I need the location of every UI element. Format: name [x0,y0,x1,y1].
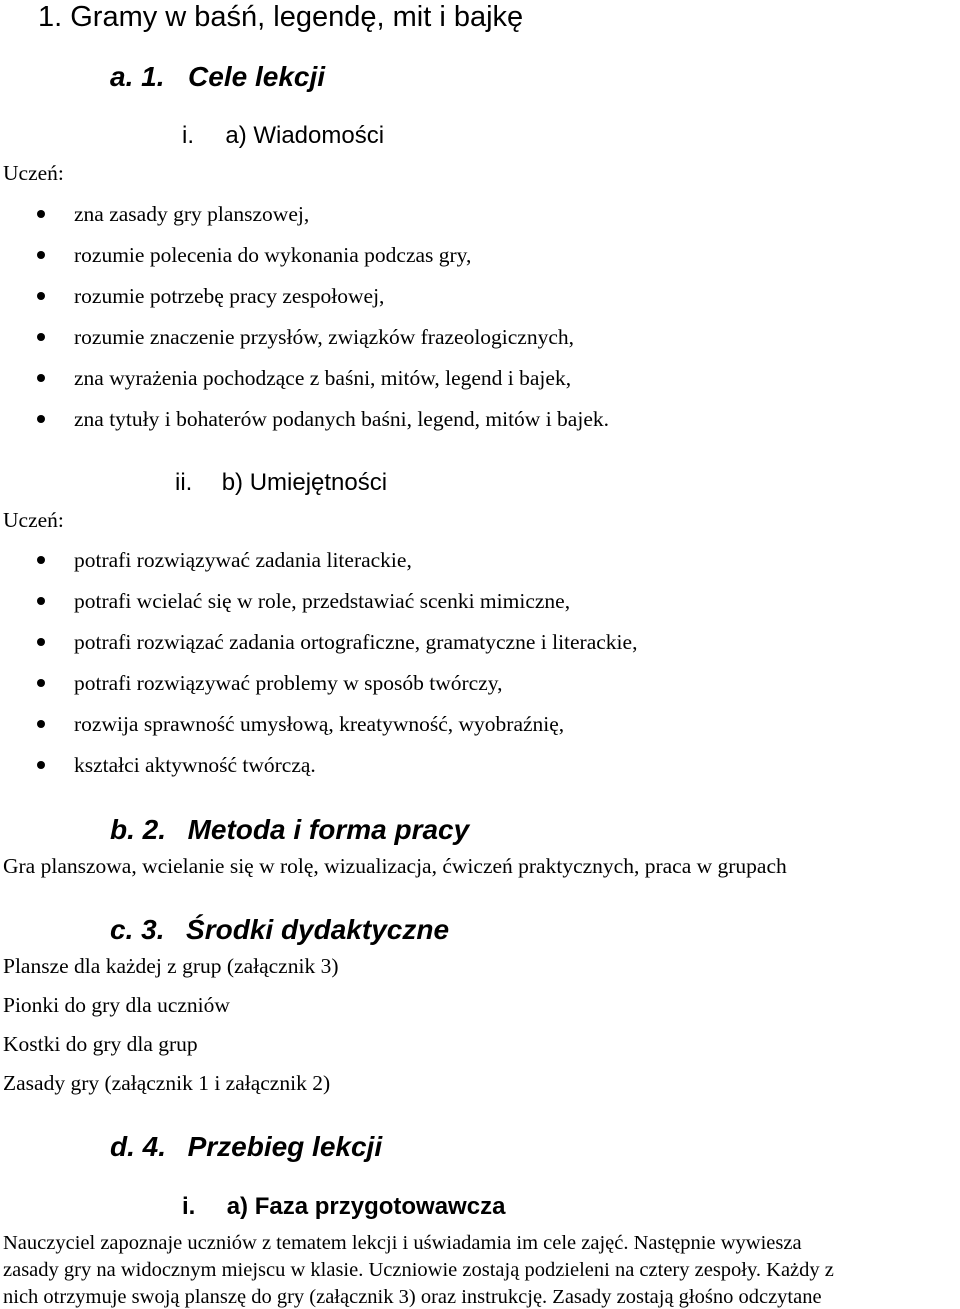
section-d-title: Przebieg lekcji [187,1131,383,1162]
section-c-heading [110,913,449,947]
uczen-label-1: Uczeń: [3,161,64,185]
list-item: rozumie polecenia do wykonania podczas gry, [74,243,472,267]
section-d-marker: d. 4. [110,1131,167,1162]
subsection-i-marker: i. [182,122,194,149]
subsection-d-i-heading [182,1192,505,1222]
resource-line: Kostki do gry dla grup [3,1032,198,1056]
bullet-icon [37,597,45,605]
resource-line: Zasady gry (załącznik 1 i załącznik 2) [3,1071,331,1095]
list-item: rozumie znaczenie przysłów, związków frazeologicznych, [74,325,575,349]
paragraph-line: Nauczyciel zapoznaje uczniów z tematem lekcji i uświadamia im cele zajęć. Następnie wywiesza [3,1232,802,1254]
method-text: Gra planszowa, wcielanie się w rolę, wizualizacja, ćwiczeń praktycznych, praca w grupach [3,854,787,878]
paragraph-line: nich otrzymuje swoją planszę do gry (załącznik 3) oraz instrukcję. Zasady zostają głośno odczytane [3,1286,822,1308]
list-item: potrafi wcielać się w role, przedstawiać scenki mimiczne, [74,589,571,613]
paragraph-line: zasady gry na widocznym miejscu w klasie. Uczniowie zostają podzieleni na cztery zespoły. Każdy z [3,1259,834,1281]
bullet-icon [37,761,45,769]
section-d-heading [110,1130,382,1164]
resource-line: Plansze dla każdej z grup (załącznik 3) [3,954,339,978]
list-item: potrafi rozwiązywać zadania literackie, [74,548,412,572]
subsection-ii-marker: ii. [175,469,193,496]
bullet-icon [37,251,45,259]
subsection-d-i-title: a) Faza przygotowawcza [226,1193,506,1220]
list-item: zna wyrażenia pochodzące z baśni, mitów, legend i bajek, [74,366,572,390]
document-title: 1. Gramy w baśń, legendę, mit i bajkę [38,1,524,33]
subsection-i-title: a) Wiadomości [225,122,385,149]
subsection-ii-title: b) Umiejętności [221,469,388,496]
section-a-marker: a. 1. [110,61,165,92]
section-c-title: Środki dydaktyczne [186,914,450,945]
list-item: rozwija sprawność umysłową, kreatywność, wyobraźnię, [74,712,565,736]
section-a-heading [110,60,325,94]
bullet-icon [37,638,45,646]
subsection-ii-heading [175,468,387,498]
bullet-icon [37,374,45,382]
bullet-icon [37,210,45,218]
list-item: kształci aktywność twórczą. [74,753,316,777]
subsection-i-heading [182,121,384,151]
list-item: potrafi rozwiązać zadania ortograficzne, gramatyczne i literackie, [74,630,638,654]
list-item: rozumie potrzebę pracy zespołowej, [74,284,385,308]
bullet-icon [37,333,45,341]
bullet-icon [37,556,45,564]
bullet-icon [37,720,45,728]
bullet-icon [37,415,45,423]
bullet-icon [37,679,45,687]
list-item: zna tytuły i bohaterów podanych baśni, legend, mitów i bajek. [74,407,609,431]
section-b-marker: b. 2. [110,814,167,845]
bullet-icon [37,292,45,300]
section-b-heading [110,813,469,847]
list-item: zna zasady gry planszowej, [74,202,310,226]
section-a-title: Cele lekcji [188,61,326,92]
resource-line: Pionki do gry dla uczniów [3,993,230,1017]
subsection-d-i-marker: i. [182,1193,196,1220]
section-c-marker: c. 3. [110,914,165,945]
uczen-label-2: Uczeń: [3,508,64,532]
section-b-title: Metoda i forma pracy [187,814,470,845]
list-item: potrafi rozwiązywać problemy w sposób twórczy, [74,671,503,695]
